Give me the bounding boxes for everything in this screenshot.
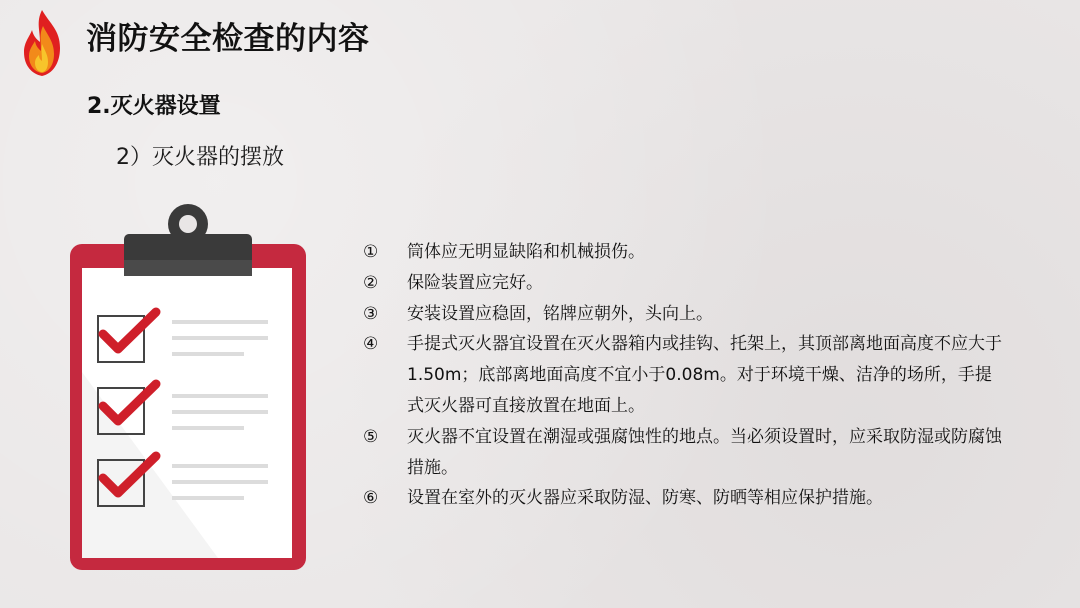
item-text: 灭火器不宜设置在潮湿或强腐蚀性的地点。当必须设置时，应采取防湿或防腐蚀措施。 [407,426,1002,478]
list-item [363,483,1003,514]
item-marker: ③ [363,303,379,324]
item-text: 设置在室外的灭火器应采取防湿、防寒、防晒等相应保护措施。 [407,488,883,509]
list-item [363,422,1003,484]
item-marker: ② [363,272,379,293]
item-text: 筒体应无明显缺陷和机械损伤。 [407,242,645,262]
item-marker: ⑥ [363,488,379,509]
item-marker: ④ [363,334,379,355]
item-text: 保险装置应完好。 [407,272,543,293]
item-marker: ⑤ [363,426,379,447]
item-text: 手提式灭火器宜设置在灭火器箱内或挂钩、托架上，其顶部离地面高度不应大于1.50m；底部离地面高度不宜小于0.08m。对于环境干燥、洁净的场所，手提式灭火器可直接放置在地面上。 [407,334,1002,416]
list-item [363,268,1003,299]
sub-heading: 2）灭火器的摆放 [116,145,284,170]
page-title: 消防安全检查的内容 [86,21,370,57]
item-marker: ① [363,242,379,262]
flame-icon [20,8,64,78]
list-item [363,237,1003,268]
list-item [363,299,1003,330]
requirements-list [363,237,1003,514]
list-item [363,329,1003,421]
section-heading: 2.灭火器设置 [87,94,221,119]
clipboard-checklist-icon [68,202,308,572]
item-text: 安装设置应稳固，铭牌应朝外，头向上。 [407,303,713,324]
